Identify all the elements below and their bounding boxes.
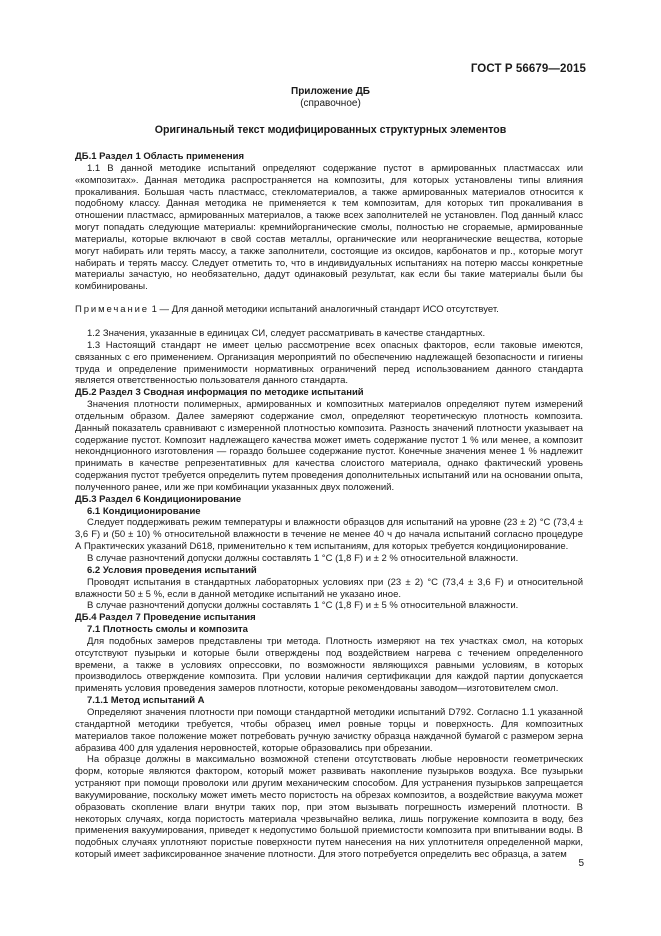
paragraph: Для подобных замеров представлены три метода. Плотность измеряют на тех участках смол, на которых отсутствуют пузырьки и которые были отверждены под воздействием нагрева с течением определенного времени, а также в условиях опрессовки, по возможности являющихся равными условиям, в которых производилось отверждение композита. При условии наличия сертификации для каждой партии допускается применять условия проведения замеров плотности, которые рекомендованы заводом—изготовителем смол. bbox=[75, 635, 583, 695]
section-heading: ДБ.3 Раздел 6 Кондиционирование bbox=[75, 493, 242, 505]
paragraph: Определяют значения плотности при помощи стандартной методики испытаний D792. Согласно 1.1 указанной стандартной методики требуется, чтобы образец имел ровные торцы и поверхность. Для композитных материалов такое положение может потребовать ручную зачистку образца наждачной бумагой с размером зерна абразива 400 для удаления неровностей, которые образовались при обрезании. bbox=[75, 706, 583, 754]
section-heading: 7.1 Плотность смолы и композита bbox=[87, 624, 248, 636]
paragraph: 1.3 Настоящий стандарт не имеет целью рассмотрение всех опасных факторов, если таковые имеются, связанных с его применением. Организация мероприятий по обеспечению надлежащей безопасности и гигиены труда и определение применимости нормативных ограничений перед использованием данного стандарта является ответственностью пользователя данного стандарта. bbox=[75, 339, 583, 387]
note-text: 1 — Для данной методики испытаний аналогичный стандарт ИСО отсутствует. bbox=[149, 304, 499, 316]
paragraph: Значения плотности полимерных, армированных и композитных материалов определяют путем измерений отдельным образом. Далее замеряют содержание смол, определяют теоретическую плотность композита. Данный показатель сравнивают с измеренной плотностью композита. Разность значений плотности указывает на содержание пустот. Композит надлежащего качества может иметь содержание пустот 1 % или менее, а композит неконднционного изготовления — гораздо большее содержание пустот. Конечные значения менее 1 % надлежит принимать в качестве репрезентативных для качества слоистого материала, однако фактический уровень содержания пустот требуется определить путем проведения дополнительных испытаний или на основании опыта, полученного ранее, или же при комбинации указанных двух положений. bbox=[75, 399, 583, 493]
paragraph: 1.1 В данной методике испытаний определяют содержание пустот в армированных пластмассах или «композитах». Данная методика распространяется на композиты, для которых установлены типы влияния прокаливания. Большая часть пластмасс, стекломатериалов, а также армированных материалов относится к подобному классу. Данная методика не применяется к тем композитам, для которых тип прокаливания в отношении пластмасс, армированных материалов, а также всех заполнителей не установлен. Под данный класс могут попадать следующие материалы: кремнийорганические смолы, полностью не сгораемые, армированные материалы, которые включают в свой состав металлы, органические или неорганические вещества, которые могут набирать или терять массу, а также заполнители, состоящие из оксидов, карбонатов и пр., которые могут набирать и терять массу. Следует отметить то, что в индивидуальных испытаниях на потерю массы конкретные материалы зачастую, но необязательно, дадут одинаковый результат, как если бы такие материалы были бы комбинированы. bbox=[75, 162, 583, 293]
main-title: Оригинальный текст модифицированных структурных элементов bbox=[154, 124, 507, 136]
note-label: Примечание bbox=[75, 304, 149, 316]
section-heading: ДБ.4 Раздел 7 Проведение испытания bbox=[75, 612, 256, 624]
appendix-subtitle: (справочное) bbox=[300, 98, 361, 109]
note bbox=[75, 304, 583, 316]
section-heading: 6.1 Кондиционирование bbox=[87, 505, 201, 517]
appendix-title: Приложение ДБ bbox=[291, 86, 370, 97]
paragraph: Следует поддерживать режим температуры и влажности образцов для испытаний на уровне (23 ± 2) °С (73,4 ± 3,6 F) и (50 ± 10) % относительной влажности в течение не менее 40 ч до начала испытаний согласно процедуре А Практических указаний D618, применительно к тем испытаниям, для которых требуется кондиционирование. bbox=[75, 517, 583, 553]
paragraph: В случае разночтений допуски должны составлять 1 °С (1,8 F) и ± 5 % относительной влажности. bbox=[87, 600, 519, 612]
paragraph: Проводят испытания в стандартных лабораторных условиях при (23 ± 2) °С (73,4 ± 3,6 F) и относительной влажности 50 ± 5 %, если в данной методике испытаний не указано иное. bbox=[75, 576, 583, 600]
paragraph: На образце должны в максимально возможной степени отсутствовать любые неровности геометрических форм, которые являются фактором, который может развивать накопление пузырьков воздуха. Все пузырьки устраняют при помощи проволоки или другим механическим способом. Для устранения пузырьков запрещается вакуумирование, поскольку может иметь место пористость на обрезах композитов, а воздействие вакуума может образовать скопление влаги внутри таких пор, при этом вызывать погрешность измерений плотности. В некоторых случаях, когда пористость материала чрезвычайно велика, лишь погружение композита в воду, без применения вакуумирования, приведет к недопустимо большой приемистости композита при впитывании воды. В подобных случаях уплотняют пористые поверхности путем нанесения на них уплотнителя определенной марки, который имеет зафиксированное значение плотности. Для этого потребуется определить вес образца, а затем bbox=[75, 754, 583, 861]
standard-header: ГОСТ Р 56679—2015 bbox=[470, 63, 586, 75]
paragraph: В случае разночтений допуски должны составлять 1 °С (1,8 F) и ± 2 % относительной влажности. bbox=[87, 553, 519, 564]
appendix-heading bbox=[0, 86, 661, 110]
page-number: 5 bbox=[578, 858, 584, 869]
section-heading: ДБ.1 Раздел 1 Область применения bbox=[75, 151, 244, 162]
section-heading: 7.1.1 Метод испытаний А bbox=[87, 695, 205, 707]
paragraph: 1.2 Значения, указанные в единицах СИ, следует рассматривать в качестве стандартных. bbox=[87, 327, 486, 339]
section-heading: 6.2 Условия проведения испытаний bbox=[87, 564, 257, 576]
document-body bbox=[75, 151, 583, 861]
section-heading: ДБ.2 Раздел 3 Сводная информация по методике испытаний bbox=[75, 387, 364, 399]
